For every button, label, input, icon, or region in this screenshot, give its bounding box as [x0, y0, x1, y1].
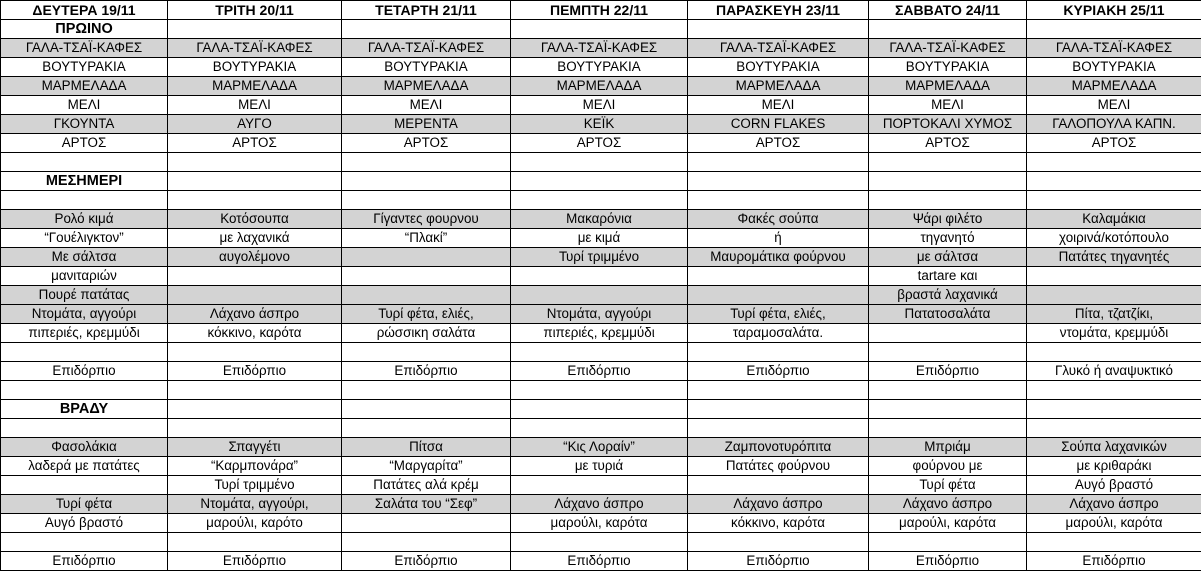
menu-row — [1, 229, 1201, 248]
empty-cell — [1027, 286, 1201, 305]
blank-row — [1, 533, 1201, 552]
empty-cell — [688, 191, 869, 210]
menu-item: Μακαρόνια — [511, 210, 688, 229]
dessert-item: Επιδόρπιο — [511, 552, 688, 571]
empty-cell — [342, 419, 511, 438]
menu-body — [1, 20, 1201, 571]
empty-cell — [511, 267, 688, 286]
menu-item: ΑΡΤΟΣ — [511, 134, 688, 153]
day-header: ΤΡΙΤΗ 20/11 — [168, 1, 342, 20]
empty-cell — [869, 324, 1027, 343]
menu-row — [1, 305, 1201, 324]
empty-cell — [869, 153, 1027, 172]
menu-item: ΑΡΤΟΣ — [1027, 134, 1201, 153]
empty-cell — [1027, 419, 1201, 438]
empty-cell — [168, 343, 342, 362]
empty-cell — [342, 20, 511, 39]
menu-row — [1, 134, 1201, 153]
day-header-row — [1, 1, 1201, 20]
menu-item: “Πλακί” — [342, 229, 511, 248]
menu-item: αυγολέμονο — [168, 248, 342, 267]
menu-item: Λάχανο άσπρο — [1027, 495, 1201, 514]
menu-item: ντομάτα, κρεμμύδι — [1027, 324, 1201, 343]
empty-cell — [511, 20, 688, 39]
empty-cell — [1027, 172, 1201, 191]
menu-item: Ντομάτα, αγγούρι — [1, 305, 168, 324]
day-header: ΤΕΤΑΡΤΗ 21/11 — [342, 1, 511, 20]
menu-item: Καλαμάκια — [1027, 210, 1201, 229]
section-title: ΜΕΣΗΜΕΡΙ — [1, 172, 168, 191]
menu-item: χοιρινά/κοτόπουλο — [1027, 229, 1201, 248]
menu-row — [1, 286, 1201, 305]
empty-cell — [342, 514, 511, 533]
empty-cell — [168, 286, 342, 305]
empty-cell — [869, 419, 1027, 438]
empty-cell — [342, 153, 511, 172]
menu-item: Πατατοσαλάτα — [869, 305, 1027, 324]
empty-cell — [1027, 343, 1201, 362]
menu-item: Σπαγγέτι — [168, 438, 342, 457]
empty-cell — [342, 267, 511, 286]
empty-cell — [511, 381, 688, 400]
menu-item: Τυρί φέτα — [1, 495, 168, 514]
menu-item: Ψάρι φιλέτο — [869, 210, 1027, 229]
menu-row — [1, 495, 1201, 514]
menu-item: ΑΡΤΟΣ — [168, 134, 342, 153]
menu-item: “Καρμπονάρα” — [168, 457, 342, 476]
dessert-item: Επιδόρπιο — [168, 362, 342, 381]
section-title-row — [1, 400, 1201, 419]
menu-item: Πατάτες αλά κρέμ — [342, 476, 511, 495]
empty-cell — [688, 476, 869, 495]
menu-item: με λαχανικά — [168, 229, 342, 248]
menu-item: “Μαργαρίτα” — [342, 457, 511, 476]
empty-cell — [1, 191, 168, 210]
menu-item: βραστά λαχανικά — [869, 286, 1027, 305]
menu-item: Ντομάτα, αγγούρι — [511, 305, 688, 324]
dessert-item: Επιδόρπιο — [342, 552, 511, 571]
empty-cell — [511, 343, 688, 362]
menu-item: Λάχανο άσπρο — [869, 495, 1027, 514]
menu-item: κόκκινο, καρότα — [168, 324, 342, 343]
empty-cell — [168, 267, 342, 286]
empty-cell — [1, 343, 168, 362]
menu-item: με τυριά — [511, 457, 688, 476]
blank-row — [1, 419, 1201, 438]
menu-row — [1, 77, 1201, 96]
empty-cell — [511, 286, 688, 305]
menu-item: ΑΥΓΟ — [168, 115, 342, 134]
menu-item: τηγανητό — [869, 229, 1027, 248]
section-title: ΒΡΑΔΥ — [1, 400, 168, 419]
menu-item: ΜΑΡΜΕΛΑΔΑ — [869, 77, 1027, 96]
menu-item: με κριθαράκι — [1027, 457, 1201, 476]
menu-row — [1, 514, 1201, 533]
empty-cell — [869, 191, 1027, 210]
menu-item: Λάχανο άσπρο — [688, 495, 869, 514]
menu-row — [1, 96, 1201, 115]
dessert-item: Επιδόρπιο — [869, 552, 1027, 571]
menu-item: Τυρί φέτα, ελιές, — [688, 305, 869, 324]
dessert-item: Επιδόρπιο — [168, 552, 342, 571]
menu-item: Λάχανο άσπρο — [511, 495, 688, 514]
menu-item: Αυγό βραστό — [1027, 476, 1201, 495]
menu-item: Τυρί τριμμένο — [168, 476, 342, 495]
empty-cell — [342, 191, 511, 210]
menu-item: ΓΑΛΑ-ΤΣΑΪ-ΚΑΦΕΣ — [688, 39, 869, 58]
menu-item: Τυρί φέτα — [869, 476, 1027, 495]
menu-item: Ντομάτα, αγγούρι, — [168, 495, 342, 514]
empty-cell — [1, 419, 168, 438]
menu-item: ΒΟΥΤΥΡΑΚΙΑ — [1027, 58, 1201, 77]
menu-row — [1, 476, 1201, 495]
menu-item: Σούπα λαχανικών — [1027, 438, 1201, 457]
empty-cell — [168, 533, 342, 552]
empty-cell — [869, 400, 1027, 419]
empty-cell — [168, 400, 342, 419]
empty-cell — [1027, 400, 1201, 419]
menu-row — [1, 58, 1201, 77]
menu-item: κόκκινο, καρότα — [688, 514, 869, 533]
empty-cell — [1027, 153, 1201, 172]
dessert-item: Επιδόρπιο — [1, 362, 168, 381]
menu-item: ΜΕΛΙ — [511, 96, 688, 115]
empty-cell — [511, 419, 688, 438]
empty-cell — [168, 20, 342, 39]
menu-item: μαρούλι, καρότα — [869, 514, 1027, 533]
menu-item: μαρούλι, καρότα — [511, 514, 688, 533]
dessert-item: Επιδόρπιο — [1027, 552, 1201, 571]
empty-cell — [1, 153, 168, 172]
menu-item: Πίτα, τζατζίκι, — [1027, 305, 1201, 324]
empty-cell — [1027, 267, 1201, 286]
dessert-item: Επιδόρπιο — [688, 552, 869, 571]
day-header: ΔΕΥΤΕΡΑ 19/11 — [1, 1, 168, 20]
menu-item: Τυρί τριμμένο — [511, 248, 688, 267]
menu-item: ΓΑΛΑ-ΤΣΑΪ-ΚΑΦΕΣ — [869, 39, 1027, 58]
menu-item: ΓΚΟΥΝΤΑ — [1, 115, 168, 134]
menu-item: ΜΕΛΙ — [1, 96, 168, 115]
menu-item: ΑΡΤΟΣ — [869, 134, 1027, 153]
dessert-row — [1, 552, 1201, 571]
day-header: ΚΥΡΙΑΚΗ 25/11 — [1027, 1, 1201, 20]
menu-item: Πατάτες τηγανητές — [1027, 248, 1201, 267]
menu-item: ΜΑΡΜΕΛΑΔΑ — [168, 77, 342, 96]
section-title-row — [1, 172, 1201, 191]
dessert-item: Επιδόρπιο — [342, 362, 511, 381]
empty-cell — [869, 20, 1027, 39]
empty-cell — [511, 400, 688, 419]
blank-row — [1, 343, 1201, 362]
menu-item: ή — [688, 229, 869, 248]
menu-item: CORN FLAKES — [688, 115, 869, 134]
empty-cell — [869, 172, 1027, 191]
menu-item: με κιμά — [511, 229, 688, 248]
empty-cell — [688, 172, 869, 191]
menu-item: ταραμοσαλάτα. — [688, 324, 869, 343]
menu-item: Τυρί φέτα, ελιές, — [342, 305, 511, 324]
menu-item: ΓΑΛΟΠΟΥΛΑ ΚΑΠΝ. — [1027, 115, 1201, 134]
blank-row — [1, 153, 1201, 172]
menu-item: ΑΡΤΟΣ — [342, 134, 511, 153]
empty-cell — [342, 400, 511, 419]
menu-item: ΒΟΥΤΥΡΑΚΙΑ — [342, 58, 511, 77]
empty-cell — [869, 381, 1027, 400]
day-header: ΠΑΡΑΣΚΕΥΗ 23/11 — [688, 1, 869, 20]
menu-item: Φακές σούπα — [688, 210, 869, 229]
empty-cell — [1, 533, 168, 552]
empty-cell — [168, 172, 342, 191]
empty-cell — [511, 476, 688, 495]
menu-item: ΜΕΛΙ — [688, 96, 869, 115]
menu-item: πιπεριές, κρεμμύδι — [511, 324, 688, 343]
menu-item: ρώσσικη σαλάτα — [342, 324, 511, 343]
empty-cell — [511, 191, 688, 210]
menu-item: “Κις Λοραίν” — [511, 438, 688, 457]
empty-cell — [1027, 533, 1201, 552]
menu-item: ΠΟΡΤΟΚΑΛΙ ΧΥΜΟΣ — [869, 115, 1027, 134]
menu-item: Γίγαντες φουρνου — [342, 210, 511, 229]
menu-item: ΓΑΛΑ-ΤΣΑΪ-ΚΑΦΕΣ — [1, 39, 168, 58]
empty-cell — [342, 248, 511, 267]
menu-item: ΒΟΥΤΥΡΑΚΙΑ — [688, 58, 869, 77]
empty-cell — [342, 381, 511, 400]
empty-cell — [1, 476, 168, 495]
menu-item: μαρούλι, καρότο — [168, 514, 342, 533]
menu-item: ΑΡΤΟΣ — [1, 134, 168, 153]
section-title-row — [1, 20, 1201, 39]
section-title: ΠΡΩΙΝΟ — [1, 20, 168, 39]
menu-item: ΒΟΥΤΥΡΑΚΙΑ — [869, 58, 1027, 77]
day-header: ΠΕΜΠΤΗ 22/11 — [511, 1, 688, 20]
menu-item: ΜΕΛΙ — [1027, 96, 1201, 115]
menu-item: Ρολό κιμά — [1, 210, 168, 229]
menu-item: φούρνου με — [869, 457, 1027, 476]
empty-cell — [688, 286, 869, 305]
menu-item: ΜΑΡΜΕΛΑΔΑ — [511, 77, 688, 96]
empty-cell — [1027, 381, 1201, 400]
menu-item: ΒΟΥΤΥΡΑΚΙΑ — [511, 58, 688, 77]
menu-item: ΜΕΛΙ — [342, 96, 511, 115]
menu-item: ΜΕΛΙ — [869, 96, 1027, 115]
menu-item: Πουρέ πατάτας — [1, 286, 168, 305]
menu-item: ΓΑΛΑ-ΤΣΑΪ-ΚΑΦΕΣ — [342, 39, 511, 58]
menu-item: ΓΑΛΑ-ΤΣΑΪ-ΚΑΦΕΣ — [511, 39, 688, 58]
menu-item: λαδερά με πατάτες — [1, 457, 168, 476]
menu-row — [1, 210, 1201, 229]
empty-cell — [342, 343, 511, 362]
menu-item: ΜΑΡΜΕΛΑΔΑ — [1027, 77, 1201, 96]
empty-cell — [511, 172, 688, 191]
empty-cell — [869, 533, 1027, 552]
menu-row — [1, 267, 1201, 286]
empty-cell — [688, 153, 869, 172]
menu-item: Λάχανο άσπρο — [168, 305, 342, 324]
dessert-item: Επιδόρπιο — [1, 552, 168, 571]
empty-cell — [342, 172, 511, 191]
menu-row — [1, 457, 1201, 476]
dessert-item: Επιδόρπιο — [688, 362, 869, 381]
menu-item: Μπριάμ — [869, 438, 1027, 457]
menu-item: ΑΡΤΟΣ — [688, 134, 869, 153]
dessert-item: Γλυκό ή αναψυκτικό — [1027, 362, 1201, 381]
menu-item: ΒΟΥΤΥΡΑΚΙΑ — [168, 58, 342, 77]
empty-cell — [168, 191, 342, 210]
blank-row — [1, 191, 1201, 210]
empty-cell — [688, 381, 869, 400]
empty-cell — [688, 419, 869, 438]
menu-item: ΓΑΛΑ-ΤΣΑΪ-ΚΑΦΕΣ — [1027, 39, 1201, 58]
menu-row — [1, 39, 1201, 58]
empty-cell — [688, 20, 869, 39]
empty-cell — [342, 286, 511, 305]
menu-row — [1, 324, 1201, 343]
empty-cell — [1, 381, 168, 400]
menu-item: ΜΕΡΕΝΤΑ — [342, 115, 511, 134]
menu-item: ΜΕΛΙ — [168, 96, 342, 115]
menu-item: ΚΕΪΚ — [511, 115, 688, 134]
menu-item: Ζαμπονοτυρόπιτα — [688, 438, 869, 457]
empty-cell — [688, 267, 869, 286]
menu-item: Πίτσα — [342, 438, 511, 457]
menu-item: Με σάλτσα — [1, 248, 168, 267]
menu-item: μανιταριών — [1, 267, 168, 286]
empty-cell — [1027, 191, 1201, 210]
menu-item: Αυγό βραστό — [1, 514, 168, 533]
empty-cell — [1027, 20, 1201, 39]
menu-row — [1, 438, 1201, 457]
menu-item: ΓΑΛΑ-ΤΣΑΪ-ΚΑΦΕΣ — [168, 39, 342, 58]
empty-cell — [168, 419, 342, 438]
menu-item: ΜΑΡΜΕΛΑΔΑ — [688, 77, 869, 96]
menu-item: ΜΑΡΜΕΛΑΔΑ — [342, 77, 511, 96]
menu-item: Φασολάκια — [1, 438, 168, 457]
menu-row — [1, 115, 1201, 134]
empty-cell — [168, 153, 342, 172]
menu-item: ΜΑΡΜΕΛΑΔΑ — [1, 77, 168, 96]
dessert-item: Επιδόρπιο — [511, 362, 688, 381]
empty-cell — [869, 343, 1027, 362]
empty-cell — [688, 400, 869, 419]
menu-item: ΒΟΥΤΥΡΑΚΙΑ — [1, 58, 168, 77]
empty-cell — [168, 381, 342, 400]
empty-cell — [688, 343, 869, 362]
menu-item: Κοτόσουπα — [168, 210, 342, 229]
dessert-item: Επιδόρπιο — [869, 362, 1027, 381]
empty-cell — [342, 533, 511, 552]
menu-row — [1, 248, 1201, 267]
menu-item: με σάλτσα — [869, 248, 1027, 267]
menu-item: “Γουέλιγκτον” — [1, 229, 168, 248]
blank-row — [1, 381, 1201, 400]
menu-item: tartare και — [869, 267, 1027, 286]
menu-item: Πατάτες φούρνου — [688, 457, 869, 476]
empty-cell — [688, 533, 869, 552]
day-header: ΣΑΒΒΑΤΟ 24/11 — [869, 1, 1027, 20]
empty-cell — [511, 153, 688, 172]
menu-item: πιπεριές, κρεμμύδι — [1, 324, 168, 343]
menu-item: Μαυρομάτικα φούρνου — [688, 248, 869, 267]
dessert-row — [1, 362, 1201, 381]
empty-cell — [511, 533, 688, 552]
menu-item: μαρούλι, καρότα — [1027, 514, 1201, 533]
menu-item: Σαλάτα του “Σεφ” — [342, 495, 511, 514]
